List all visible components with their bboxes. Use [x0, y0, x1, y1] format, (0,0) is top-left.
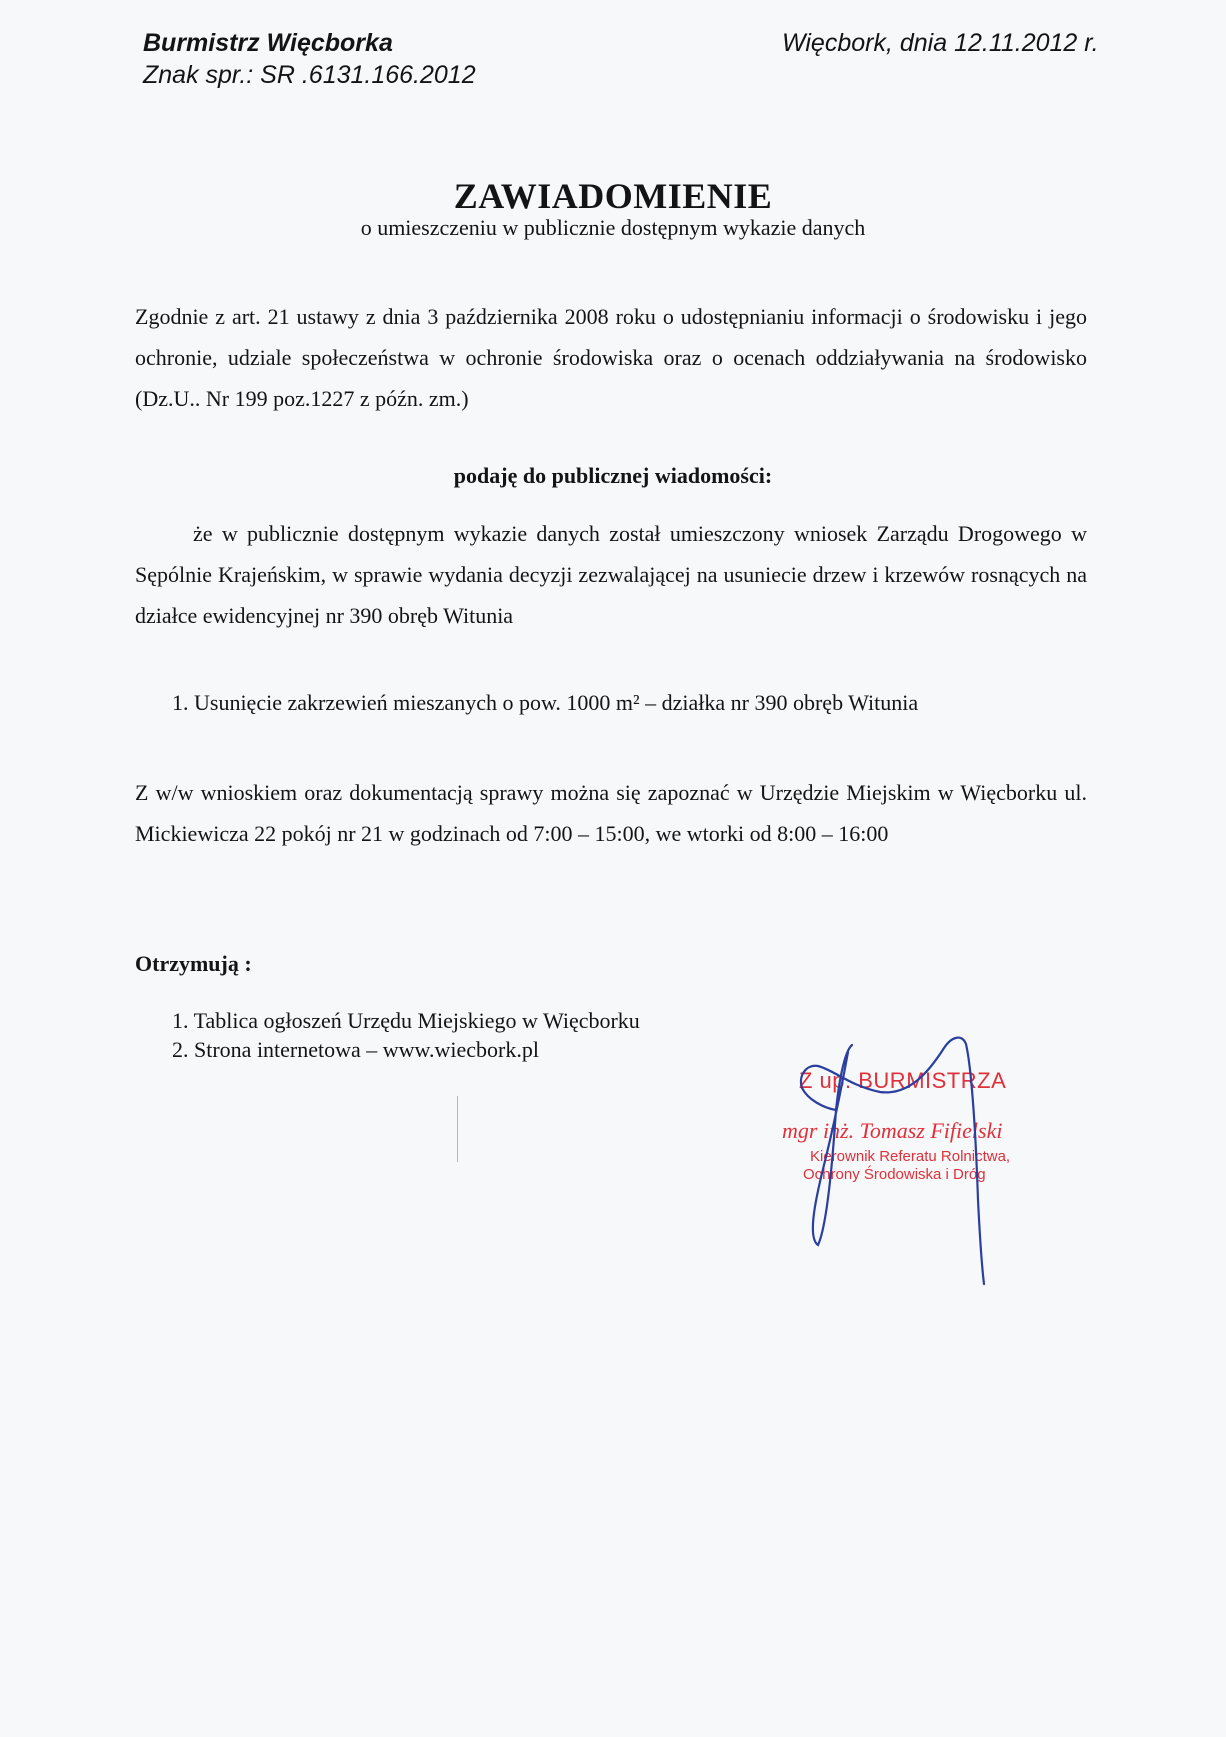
case-reference: Znak spr.: SR .6131.166.2012	[143, 61, 476, 89]
list-item: 1. Usunięcie zakrzewień mieszanych o pow. 1000 m² – działka nr 390 obręb Witunia	[172, 690, 919, 715]
request-paragraph: że w publicznie dostępnym wykazie danych został umieszczony wniosek Zarządu Drogowego w Sępólnie Krajeńskim, w sprawie wydania decyzji zezwalającej na usuniecie drzew i krzewów rosnących na działce ewidencyjnej nr 390 obręb Witunia	[135, 521, 1087, 628]
stamp-position: Kierownik Referatu Rolnictwa,	[810, 1148, 1011, 1165]
announcement-heading: podaję do publicznej wiadomości:	[453, 463, 773, 488]
recipient-item: 2. Strona internetowa – www.wiecbork.pl	[172, 1037, 539, 1062]
info-paragraph: Z w/w wnioskiem oraz dokumentacją sprawy można się zapoznać w Urzędzie Miejskim w Więcborku ul. Mickiewicza 22 pokój nr 21 w godzinach od 7:00 – 15:00, we wtorki od 8:00 – 16:00	[135, 780, 1087, 846]
legal-basis-paragraph: Zgodnie z art. 21 ustawy z dnia 3 października 2008 roku o udostępnianiu informacji o środowisku i jego ochronie, udziale społeczeństwa w ochronie środowiska oraz o ocenach oddziaływania na środowisko (Dz.U.. Nr 199 poz.1227 z późn. zm.)	[135, 304, 1087, 411]
stamp-name: mgr inż. Tomasz Fifielski	[782, 1118, 1003, 1143]
stamp-department: Ochrony Środowiska i Dróg	[803, 1166, 986, 1183]
stamp-authority: Z up. BURMISTRZA	[799, 1068, 1007, 1093]
recipients-heading: Otrzymują :	[135, 951, 252, 976]
recipient-item: 1. Tablica ogłoszeń Urzędu Miejskiego w Więcborku	[172, 1008, 640, 1033]
document-title: ZAWIADOMIENIE	[453, 176, 773, 216]
place-and-date: Więcbork, dnia 12.11.2012 r.	[782, 29, 1099, 57]
scan-artifact-line	[457, 1096, 458, 1162]
office-name: Burmistrz Więcborka	[143, 29, 393, 57]
document-subtitle: o umieszczeniu w publicznie dostępnym wykazie danych	[360, 215, 866, 240]
